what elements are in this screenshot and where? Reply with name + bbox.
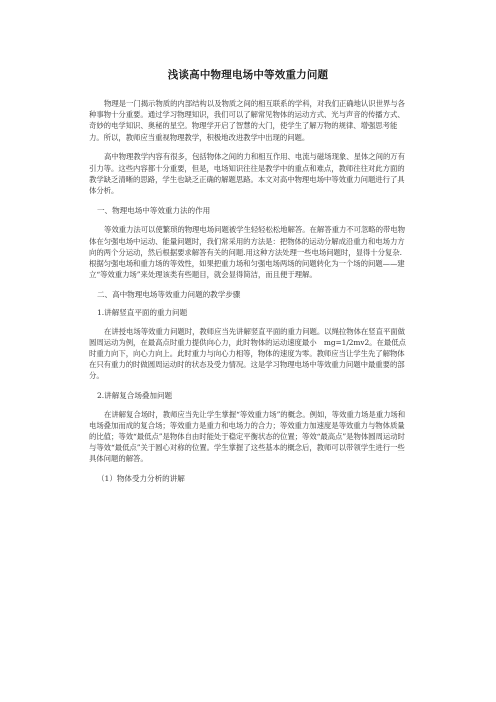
paragraph-content-overview: 高中物理教学内容有很多，包括物体之间的力和相互作用、电流与磁场现象、星体之间的万有引力等。这些内容都十分重要，但是，电场知识往往是教学中的重点和难点，教师往往对此方面的教学缺乏清晰的思路，学生也缺乏正确的解题思路。本文对高中物理电场中等效重力问题进行了具体分析。 <box>89 152 405 195</box>
document-body <box>89 98 407 484</box>
subheading-2: 2.讲解复合场叠加问题 <box>97 391 173 401</box>
paragraph-composite-field: 在讲解复合场时，教师应当先让学生掌握“等效重力场”的概念。例如，等效重力场是重力场和电场叠加而成的复合场；等效重力是重力和电场力的合力；等效重力加速度是等效重力与物体质量的比值；等效“最低点”是物体自由时能处于稳定平衡状态的位置；等效“最高点”是物体圆周运动时与等效“最低点”关于圆心对称的位置。学生掌握了这些基本的概念后，教师可以带领学生进行一些具体问题的解答。 <box>89 409 406 464</box>
paragraph-vertical-plane-gravity: 在讲授电场等效重力问题时，教师应当先讲解竖直平面的重力问题。以绳拉物体在竖直平面做圆周运动为例，在最高点时重力提供向心力，此时物体的运动速度最小 mg=1/2mv2。在最低点时重力向下，向心力向上。此时重力与向心力相等，物体的速度为零。教师应当让学生先了解物体在只有重力的时做圆周运动时的状态及受力情况。这是学习物理电场中等效重力问题中最重要的部分。 <box>89 326 406 381</box>
paragraph-equivalent-gravity-method: 等效重力法可以使繁琐的物理电场问题被学生轻轻松松地解答。在解答重力不可忽略的带电物体在匀强电场中运动、能量问题时，我们常采用的方法是：把物体的运动分解成沿重力和电场力方向的两个分运动，然后根据要求解答有关的问题.用这种方法处理一些电场问题时，显得十分复杂.根据匀强电场和重力场的等效性，如果把重力场和匀强电场两场的问题转化为一个场的问题——建立“等效重力场”来处理该类有些题目，就会显得简洁，而且便于理解。 <box>89 225 405 280</box>
subheading-2-1: （1）物体受力分析的讲解 <box>97 474 185 484</box>
section-heading-2: 二、高中物理电场等效重力问题的教学步骤 <box>97 289 241 299</box>
paragraph-intro: 物理是一门揭示物质的内部结构以及物质之间的相互联系的学科，对我们正确地认识世界与各种事物十分重要。通过学习物理知识，我们可以了解常见物体的运动方式、光与声音的传播方式、奇妙的电学知识、奥秘的星空。物理学开启了智慧的大门，使学生了解万物的规律、增强思考能力。所以，教师应当重视物理教学，积极地改进教学中出现的问题。 <box>89 99 405 142</box>
section-heading-1: 一、物理电场中等效重力法的作用 <box>97 205 211 215</box>
document-title: 浅谈高中物理电场中等效重力问题 <box>167 69 329 81</box>
subheading-1: 1.讲解竖直平面的重力问题 <box>97 308 188 318</box>
